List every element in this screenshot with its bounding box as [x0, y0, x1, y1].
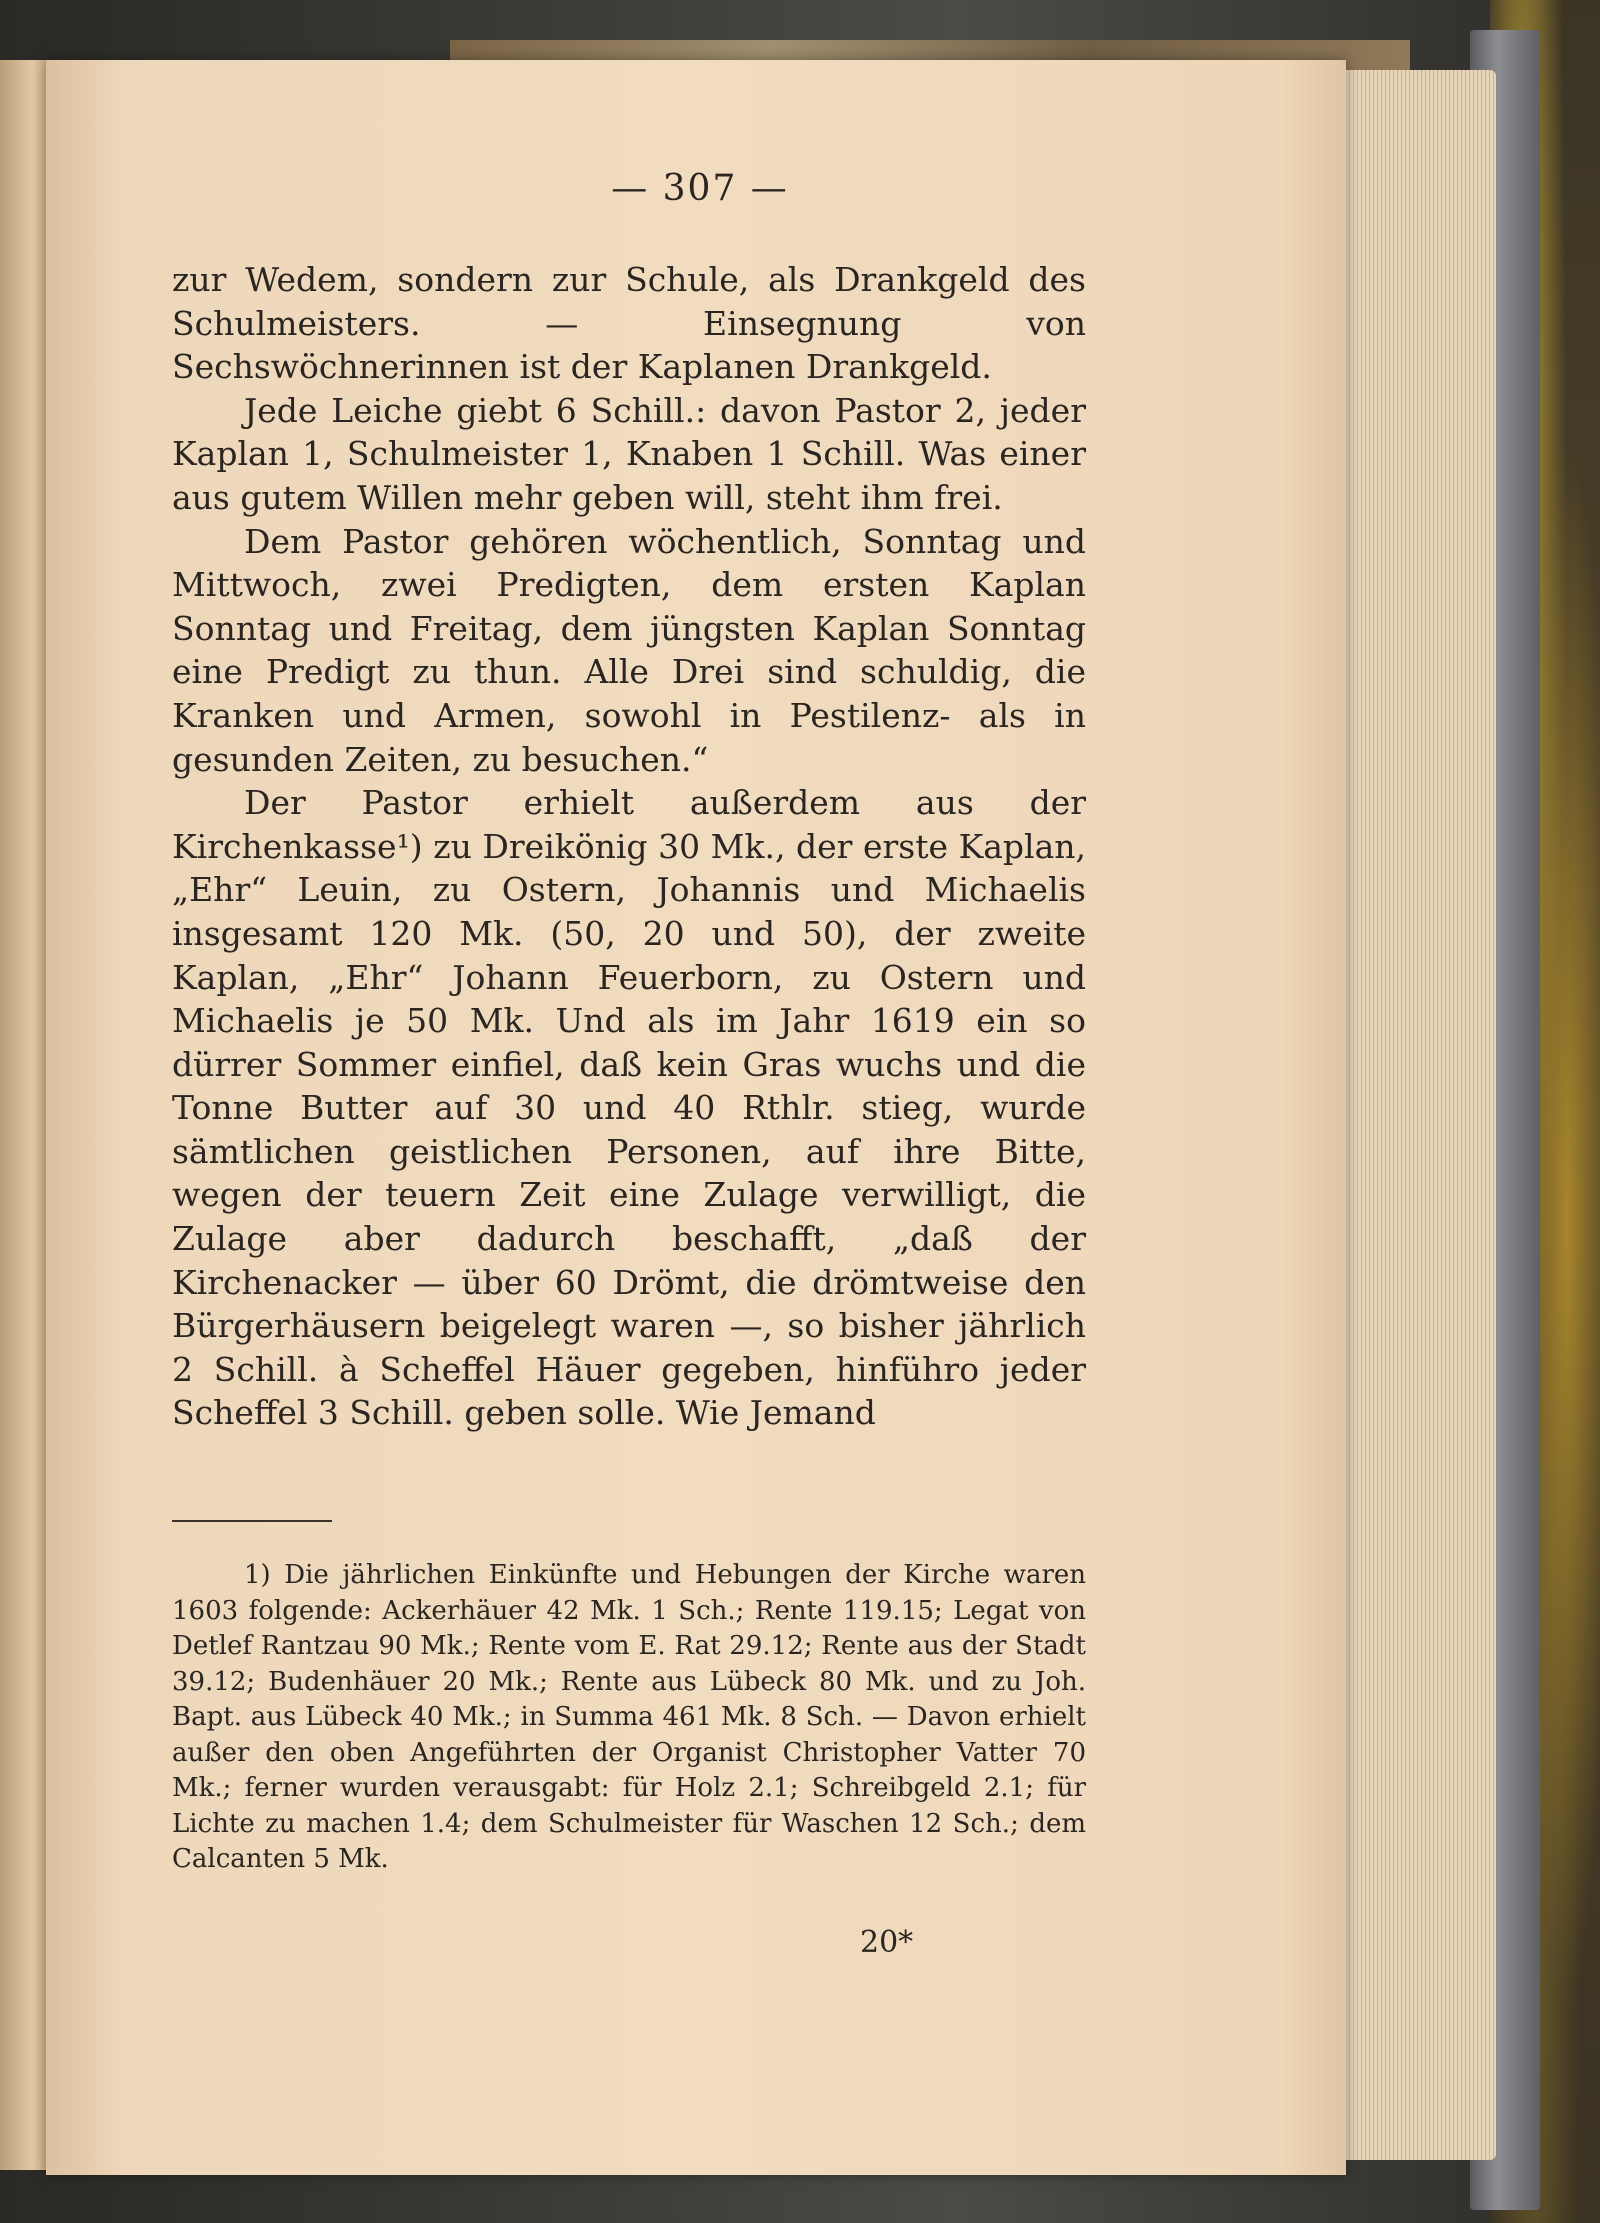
paragraph: Jede Leiche giebt 6 Schill.: davon Pastor 2, jeder Kaplan 1, Schulmeister 1, Knaben 1 Schill. Was einer aus gutem Willen mehr geben will, steht ihm frei.: [172, 390, 1086, 517]
body-text: [172, 258, 1086, 1435]
page-edges: [1346, 70, 1496, 2160]
footnote-text: 1) Die jährlichen Einkünfte und Hebungen der Kirche waren 1603 folgende: Ackerhäuer 42 Mk. 1 Sch.; Rente 119.15; Legat von Detlef Rantzau 90 Mk.; Rente vom E. Rat 29.12; Rente aus der Stadt 39.12; Budenhäuer 20 Mk.; Rente aus Lübeck 80 Mk. und zu Joh. Bapt. aus Lübeck 40 Mk.; in Summa 461 Mk. 8 Sch. — Davon erhielt außer den oben Angeführten der Organist Christopher Vatter 70 Mk.; ferner wurden verausgabt: für Holz 2.1; Schreibgeld 2.1; für Lichte zu machen 1.4; dem Schulmeister für Waschen 12 Sch.; dem Calcanten 5 Mk.: [172, 1560, 1086, 1874]
left-page-margin: [0, 60, 46, 2170]
footnote-rule: [172, 1520, 332, 1522]
footnote: [172, 1558, 1086, 1878]
page-number: — 307 —: [611, 168, 789, 209]
paragraph: Dem Pastor gehören wöchentlich, Sonntag und Mittwoch, zwei Predigten, dem ersten Kaplan Sonntag und Freitag, dem jüngsten Kaplan Sonntag eine Predigt zu thun. Alle Drei sind schuldig, die Kranken und Armen, sowohl in Pestilenz- als in gesunden Zeiten, zu besuchen.“: [172, 521, 1086, 779]
paragraph: zur Wedem, sondern zur Schule, als Drankgeld des Schulmeisters. — Einsegnung von Sechswöchnerinnen ist der Kaplanen Drankgeld.: [172, 260, 1086, 387]
printer-signature: 20*: [860, 1925, 914, 1960]
paragraph: Der Pastor erhielt außerdem aus der Kirchenkasse¹) zu Dreikönig 30 Mk., der erste Kaplan, „Ehr“ Leuin, zu Ostern, Johannis und Michaelis insgesamt 120 Mk. (50, 20 und 50), der zweite Kaplan, „Ehr“ Johann Feuerborn, zu Ostern und Michaelis je 50 Mk. Und als im Jahr 1619 ein so dürrer Sommer einfiel, daß kein Gras wuchs und die Tonne Butter auf 30 und 40 Rthlr. stieg, wurde sämtlichen geistlichen Personen, auf ihre Bitte, wegen der teuern Zeit eine Zulage verwilligt, die Zulage aber dadurch beschafft, „daß der Kirchenacker — über 60 Drömt, die drömtweise den Bürgerhäusern beigelegt waren —, so bisher jährlich 2 Schill. à Scheffel Häuer gegeben, hinführo jeder Scheffel 3 Schill. geben solle. Wie Jemand: [172, 783, 1086, 1433]
